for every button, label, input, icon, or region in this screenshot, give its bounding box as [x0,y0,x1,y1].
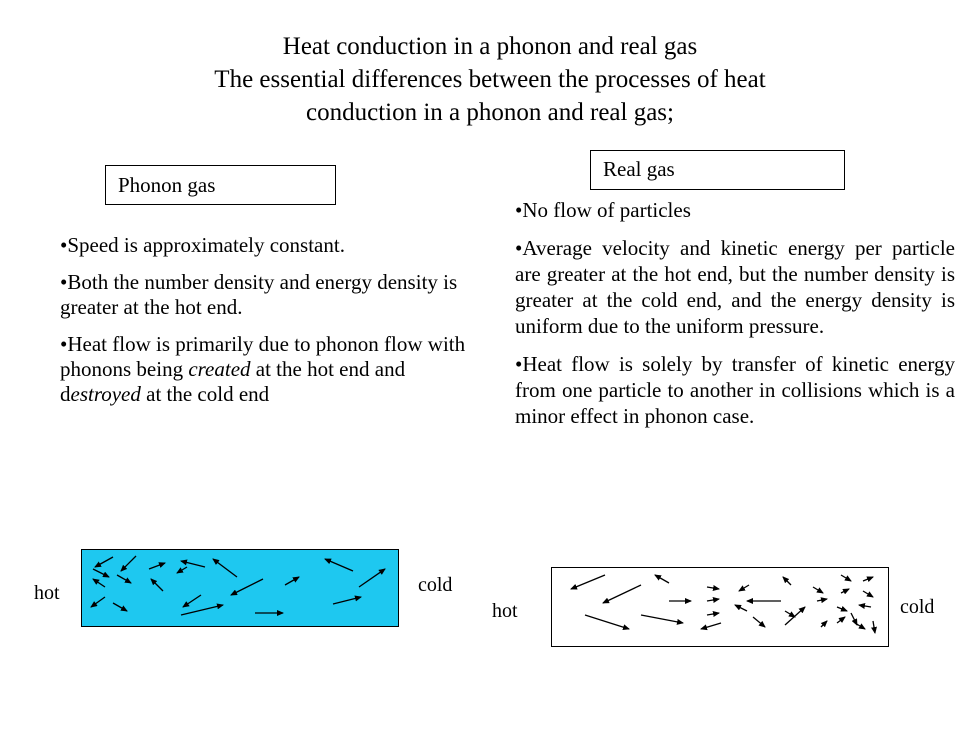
real-gas-label: Real gas [590,150,845,190]
slide-title [0,30,980,129]
real-bullets [515,198,955,441]
phonon-bullet-density: •Both the number density and energy density is greater at the hot end. [60,270,458,319]
phonon-cold-label: cold [418,574,453,596]
phonon-gas-label: Phonon gas [105,165,336,205]
title-line-3: conduction in a phonon and real gas; [306,99,674,126]
real-bullet-heat-flow: •Heat flow is solely by transfer of kinetic energy from one particle to another in collisions which is a minor effect in phonon case. [515,352,955,428]
phonon-bullet-speed: •Speed is approximately constant. [60,233,345,257]
real-bullet-velocity: •Average velocity and kinetic energy per particle are greater at the hot end, but the number density is greater at the cold end, and the energy density is uniform due to the uniform pressure. [515,236,955,338]
phonon-bullets [60,233,470,419]
phonon-bullet-heat-flow: •Heat flow is primarily due to phonon flow with phonons being created at the hot end and destroyed at the cold end [60,332,466,406]
real-gas-diagram [551,567,889,647]
real-bullet-no-flow: •No flow of particles [515,198,691,222]
title-line-1: Heat conduction in a phonon and real gas [282,33,698,60]
phonon-gas-box [82,550,399,627]
phonon-hot-label: hot [34,582,60,604]
title-line-2: The essential differences between the processes of heat [214,66,766,93]
real-cold-label: cold [900,596,935,618]
real-hot-label: hot [492,600,518,622]
phonon-gas-diagram [81,549,399,627]
